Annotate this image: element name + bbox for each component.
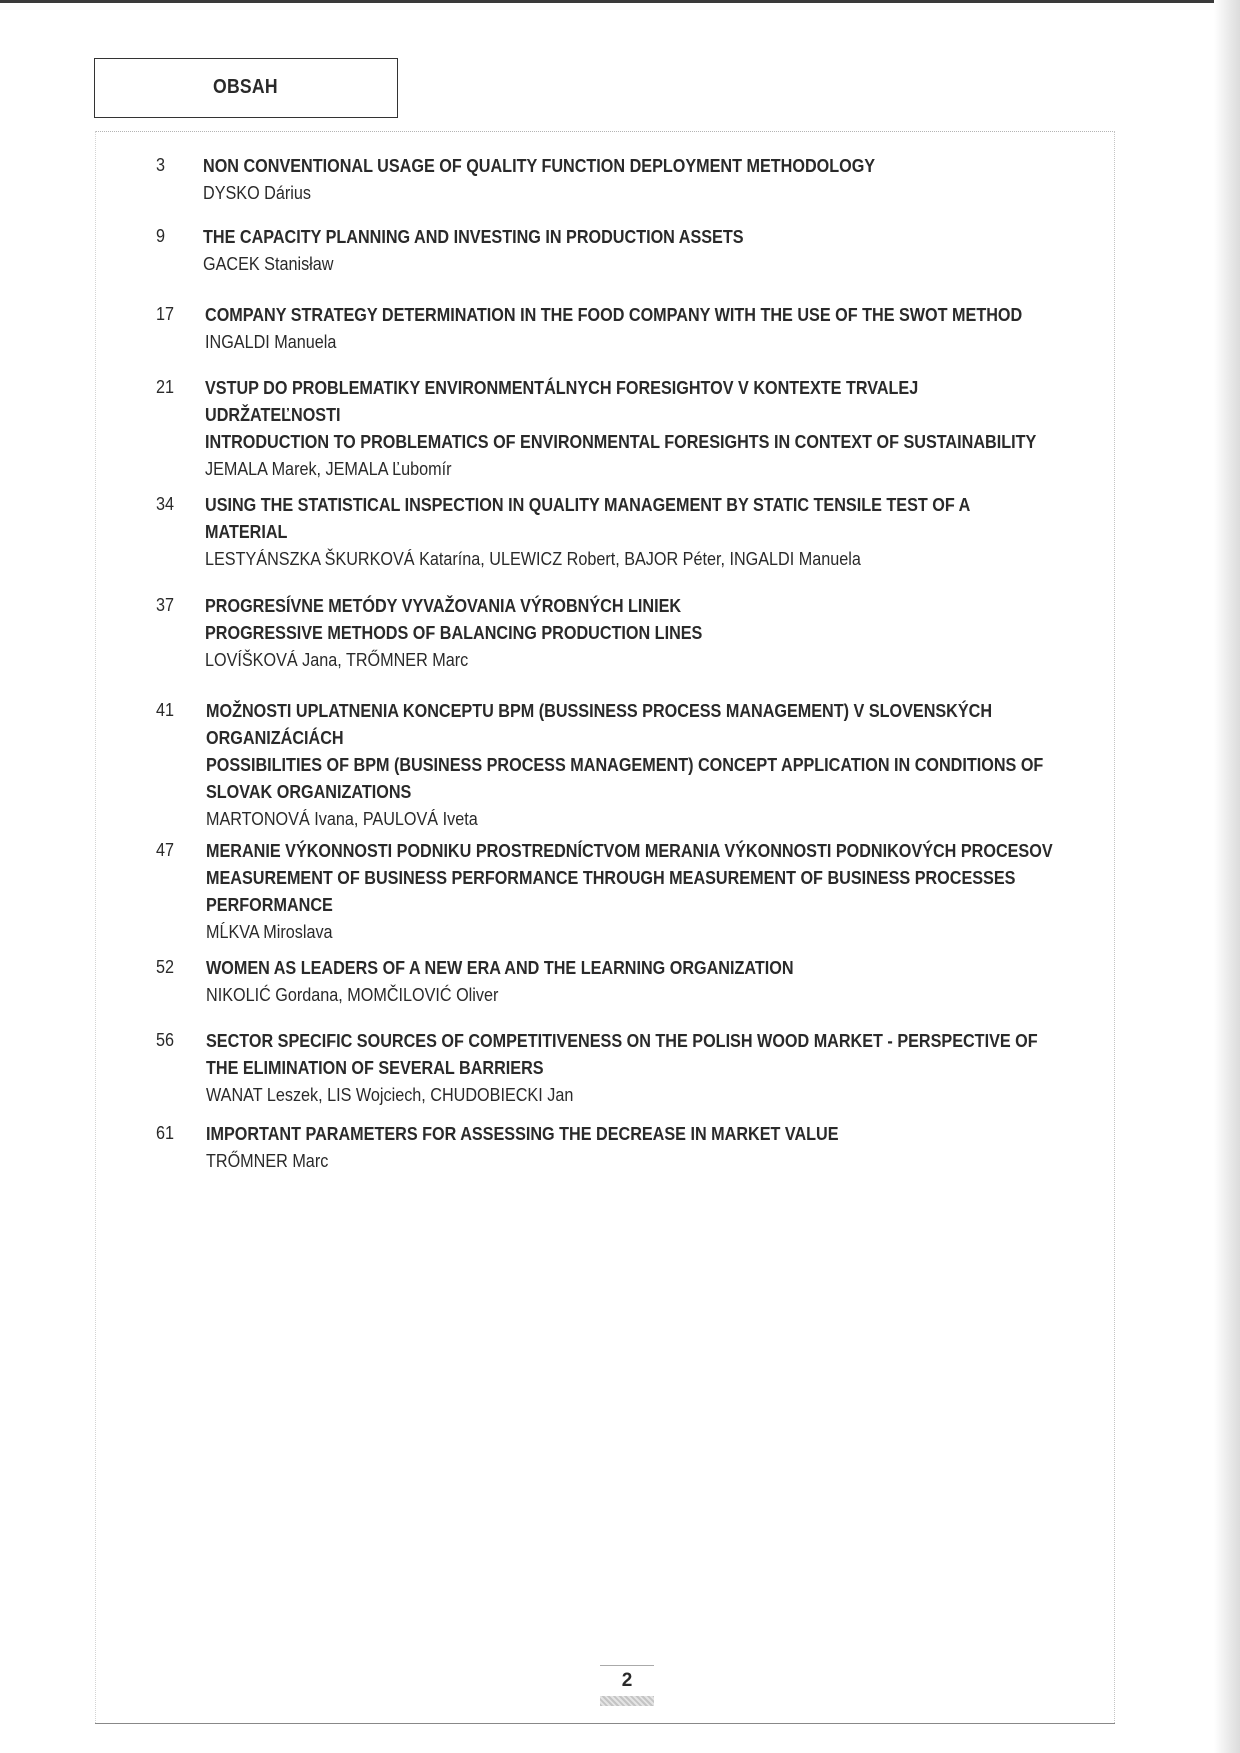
toc-entry-title: THE CAPACITY PLANNING AND INVESTING IN PRODUCTION ASSETS [203, 226, 744, 247]
toc-page-number: 37 [156, 595, 175, 615]
toc-entry-content [205, 592, 1240, 673]
toc-page-number: 41 [156, 700, 175, 720]
toc-entry-title: IMPORTANT PARAMETERS FOR ASSESSING THE DECREASE IN MARKET VALUE [206, 1123, 839, 1144]
footer-rule [600, 1665, 654, 1666]
toc-entry-title: VSTUP DO PROBLEMATIKY ENVIRONMENTÁLNYCH FORESIGHTOV V KONTEXTE TRVALEJ [205, 377, 919, 398]
toc-entry-content [206, 1120, 1240, 1174]
toc-entry-content [206, 837, 1240, 945]
toc-page-number: 61 [156, 1123, 175, 1143]
toc-page-number: 17 [156, 304, 175, 324]
toc-entry-content [205, 301, 1240, 355]
toc-entry-title: MERANIE VÝKONNOSTI PODNIKU PROSTREDNÍCTVOM MERANIA VÝKONNOSTI PODNIKOVÝCH PROCESOV [206, 840, 1053, 861]
toc-entry-title: MEASUREMENT OF BUSINESS PERFORMANCE THROUGH MEASUREMENT OF BUSINESS PROCESSES [206, 867, 1016, 888]
toc-page-number: 9 [156, 226, 166, 246]
toc-entry-title: WOMEN AS LEADERS OF A NEW ERA AND THE LEARNING ORGANIZATION [206, 957, 794, 978]
toc-entry-content [206, 954, 1240, 1008]
toc-entry-title: SECTOR SPECIFIC SOURCES OF COMPETITIVENESS ON THE POLISH WOOD MARKET - PERSPECTIVE OF [206, 1030, 1038, 1051]
toc-page-number: 47 [156, 840, 175, 860]
toc-entry-title: NON CONVENTIONAL USAGE OF QUALITY FUNCTION DEPLOYMENT METHODOLOGY [203, 155, 876, 176]
bottom-border-line [95, 1723, 1115, 1724]
toc-entry-authors: LESTYÁNSZKA ŠKURKOVÁ Katarína, ULEWICZ Robert, BAJOR Péter, INGALDI Manuela [205, 548, 861, 569]
toc-page-number: 21 [156, 377, 175, 397]
toc-entry-authors: TRŐMNER Marc [206, 1150, 329, 1171]
top-border-line [0, 0, 1240, 3]
toc-entry-authors: NIKOLIĆ Gordana, MOMČILOVIĆ Oliver [206, 984, 499, 1005]
toc-entry-title: PROGRESÍVNE METÓDY VYVAŽOVANIA VÝROBNÝCH LINIEK [205, 595, 682, 616]
toc-entry-title: ORGANIZÁCIÁCH [206, 727, 344, 748]
toc-entry-title: COMPANY STRATEGY DETERMINATION IN THE FOOD COMPANY WITH THE USE OF THE SWOT METHOD [205, 304, 1023, 325]
toc-entry-title: PROGRESSIVE METHODS OF BALANCING PRODUCTION LINES [205, 622, 703, 643]
toc-entry-authors: MARTONOVÁ Ivana, PAULOVÁ Iveta [206, 808, 478, 829]
toc-entry-title: THE ELIMINATION OF SEVERAL BARRIERS [206, 1057, 544, 1078]
toc-entry-title: MOŽNOSTI UPLATNENIA KONCEPTU BPM (BUSSINESS PROCESS MANAGEMENT) V SLOVENSKÝCH [206, 700, 993, 721]
toc-entry-authors: WANAT Leszek, LIS Wojciech, CHUDOBIECKI Jan [206, 1084, 574, 1105]
toc-page-number: 56 [156, 1030, 175, 1050]
toc-entry-title: MATERIAL [205, 521, 288, 542]
toc-entry-content [206, 697, 1240, 832]
toc-entry-title: USING THE STATISTICAL INSPECTION IN QUALITY MANAGEMENT BY STATIC TENSILE TEST OF A [205, 494, 971, 515]
toc-entry-title: INTRODUCTION TO PROBLEMATICS OF ENVIRONMENTAL FORESIGHTS IN CONTEXT OF SUSTAINABILITY [205, 431, 1037, 452]
toc-entry-title: UDRŽATEĽNOSTI [205, 404, 341, 425]
toc-entry-content [203, 223, 1240, 277]
toc-entry-title: PERFORMANCE [206, 894, 333, 915]
toc-entry-content [205, 491, 1240, 572]
toc-entry-authors: JEMALA Marek, JEMALA Ľubomír [205, 458, 452, 479]
toc-page-number: 34 [156, 494, 175, 514]
toc-entry-content [203, 152, 1240, 206]
footer-hatch-mark [600, 1696, 654, 1706]
toc-entry-authors: MĹKVA Miroslava [206, 921, 333, 942]
page-footer [600, 1665, 654, 1706]
toc-entry-authors: LOVÍŠKOVÁ Jana, TRŐMNER Marc [205, 649, 469, 670]
toc-entry-authors: INGALDI Manuela [205, 331, 337, 352]
toc-entry-authors: DYSKO Dárius [203, 182, 311, 203]
toc-entry-title: POSSIBILITIES OF BPM (BUSINESS PROCESS MANAGEMENT) CONCEPT APPLICATION IN CONDITIONS OF [206, 754, 1044, 775]
toc-entry-content [206, 1027, 1240, 1108]
toc-entry-content [205, 374, 1240, 482]
contents-header-box [94, 58, 398, 118]
toc-entry-title: SLOVAK ORGANIZATIONS [206, 781, 412, 802]
toc-page-number: 52 [156, 957, 175, 977]
toc-page-number: 3 [156, 155, 166, 175]
toc-entry-authors: GACEK Stanisław [203, 253, 334, 274]
contents-title: OBSAH [213, 76, 278, 98]
footer-page-number: 2 [621, 1670, 633, 1691]
